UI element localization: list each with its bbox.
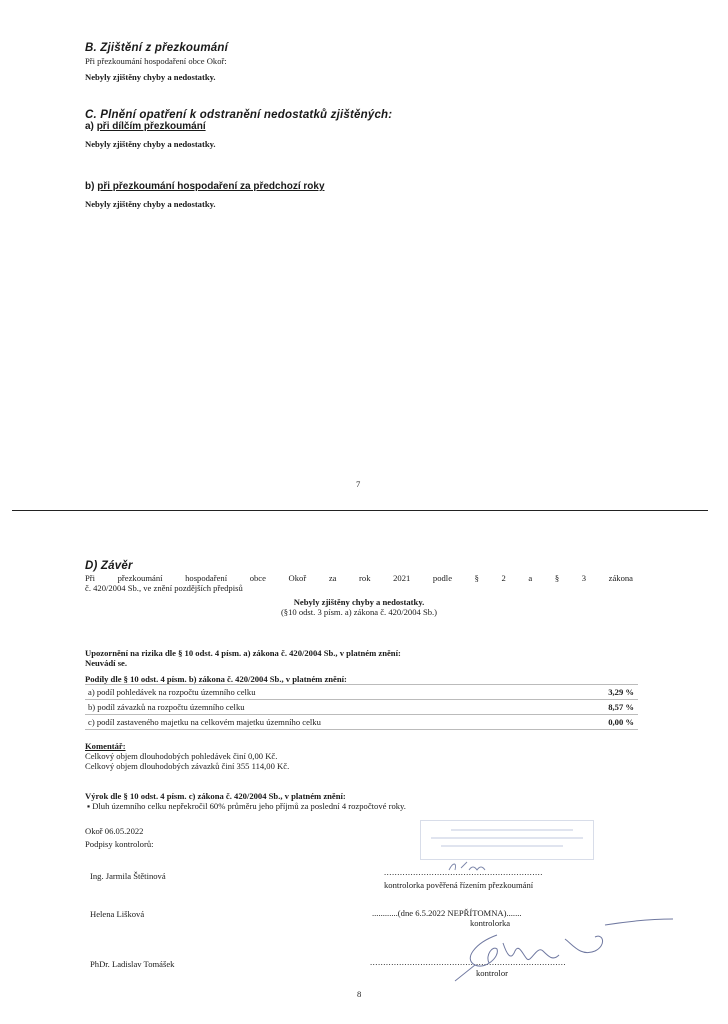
section-d-line2: č. 420/2004 Sb., ve znění pozdějších předpisů <box>85 583 243 593</box>
section-d-conclusion-ref: (§10 odst. 3 písm. a) zákona č. 420/2004 Sb.) <box>280 607 438 617</box>
signatory-3-line: .......................................................................... <box>370 957 566 967</box>
shares-heading: Podíly dle § 10 odst. 4 písm. b) zákona č. 420/2004 Sb., v platném znění: <box>85 674 347 684</box>
signatory-2-role: kontrolorka <box>470 918 511 928</box>
risks-text: Neuvádí se. <box>85 658 128 668</box>
signatory-1-name: Ing. Jarmila Štětinová <box>90 871 166 881</box>
statement-heading: Výrok dle § 10 odst. 4 písm. c) zákona č. 420/2004 Sb., v platném znění: <box>85 791 346 801</box>
section-c-a-heading <box>85 121 206 132</box>
table-row-divider <box>85 714 638 715</box>
signatory-3-role: kontrolor <box>476 968 508 978</box>
comment-line2: Celkový objem dlouhodobých závazků činí 355 114,00 Kč. <box>85 761 290 771</box>
section-c-b-label: při přezkoumání hospodaření za předchozí roky <box>97 181 325 192</box>
table-row-divider <box>85 729 638 730</box>
signature-1-scribble <box>445 858 515 876</box>
page-number-8: 8 <box>357 989 362 999</box>
section-c-a-finding: Nebyly zjištěny chyby a nedostatky. <box>85 139 216 149</box>
comment-line1: Celkový objem dlouhodobých pohledávek činí 0,00 Kč. <box>85 751 278 761</box>
section-c-b-finding: Nebyly zjištěny chyby a nedostatky. <box>85 199 216 209</box>
place-date: Okoř 06.05.2022 <box>85 826 144 836</box>
signatures-label: Podpisy kontrolorů: <box>85 839 154 849</box>
section-c-heading: C. Plnění opatření k odstranění nedostatků zjištěných: <box>85 109 393 121</box>
stamp-mark <box>420 820 594 860</box>
bullet-icon: ▪ <box>87 801 91 811</box>
section-c-b-heading <box>85 181 325 192</box>
signatory-3-name: PhDr. Ladislav Tomášek <box>90 959 175 969</box>
comment-heading: Komentář: <box>85 741 126 751</box>
page-number-7: 7 <box>356 479 361 489</box>
table-row-divider <box>85 699 638 700</box>
section-b-intro: Při přezkoumání hospodaření obce Okoř: <box>85 56 227 66</box>
signatory-2-line: ............(dne 6.5.2022 NEPŘÍTOMNA)....... <box>372 908 522 918</box>
statement-bullet-text: Dluh územního celku nepřekročil 60% průměru jeho příjmů za poslední 4 rozpočtové roky. <box>92 801 406 811</box>
section-b-heading: B. Zjištění z přezkoumání <box>85 42 229 54</box>
share-row-c-value: 0,00 % <box>608 717 634 727</box>
section-d-conclusion: Nebyly zjištěny chyby a nedostatky. <box>293 597 425 607</box>
section-d-heading: D) Závěr <box>85 560 133 572</box>
share-row-b-label: b) podíl závazků na rozpočtu územního celku <box>88 702 245 712</box>
section-c-a-label: při dílčím přezkoumání <box>96 121 206 132</box>
section-b-finding: Nebyly zjištěny chyby a nedostatky. <box>85 72 216 82</box>
table-row-divider <box>85 684 638 685</box>
section-c-a-prefix: a) <box>85 121 94 132</box>
signatory-1-line: ............................................................ <box>384 867 543 877</box>
signatory-2-name: Helena Lišková <box>90 909 145 919</box>
section-c-b-prefix: b) <box>85 181 95 192</box>
statement-bullet <box>87 801 406 811</box>
share-row-a-label: a) podíl pohledávek na rozpočtu územního celku <box>88 687 256 697</box>
risks-heading: Upozornění na rizika dle § 10 odst. 4 písm. a) zákona č. 420/2004 Sb., v platném znění: <box>85 648 401 658</box>
share-row-c-label: c) podíl zastaveného majetku na celkovém majetku územního celku <box>88 717 321 727</box>
share-row-a-value: 3,29 % <box>608 687 634 697</box>
share-row-b-value: 8,57 % <box>608 702 634 712</box>
page-divider <box>12 510 708 511</box>
section-d-line1: Při přezkoumání hospodaření obce Okoř za rok 2021 podle § 2 a § 3 zákona <box>85 573 633 583</box>
signatory-1-role: kontrolorka pověřená řízením přezkoumání <box>384 880 534 890</box>
signature-3-scribble <box>445 915 675 985</box>
